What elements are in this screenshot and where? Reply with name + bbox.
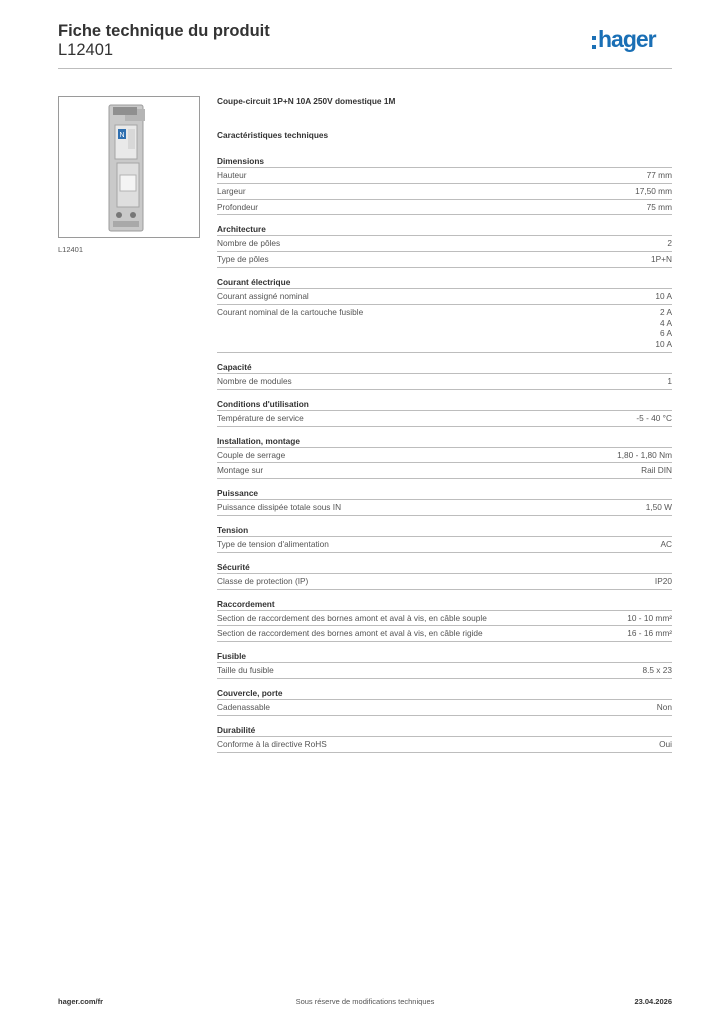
spec-value [617,450,672,461]
spec-label: Conforme à la directive RoHS [217,738,327,749]
spec-value-line: Oui [659,738,672,749]
spec-value-line: 10 A [655,339,672,350]
spec-groups [217,155,672,761]
spec-group [217,524,672,553]
spec-value [636,413,672,424]
footer-note: Sous réserve de modifications techniques [295,997,435,1006]
spec-value-line: Non [656,701,672,712]
spec-value [667,238,672,249]
spec-label: Nombre de pôles [217,238,281,249]
spec-label: Nombre de modules [217,375,292,386]
spec-group [217,724,672,753]
spec-value [641,465,672,476]
logo-dots-icon [592,36,596,50]
page-title: Fiche technique du produit [58,22,270,40]
spec-row [217,700,672,716]
spec-row [217,236,672,252]
spec-row [217,184,672,200]
spec-value-line: 2 [667,238,672,249]
spec-label: Courant assigné nominal [217,290,309,301]
spec-value-line: 10 - 10 mm² [627,612,672,623]
spec-group-title: Couvercle, porte [217,687,672,700]
spec-label: Largeur [217,185,246,196]
spec-label: Profondeur [217,201,259,212]
spec-group [217,398,672,427]
spec-row [217,737,672,753]
spec-value [655,576,672,587]
spec-value-line: 75 mm [646,201,672,212]
spec-row [217,448,672,464]
spec-label: Hauteur [217,170,247,180]
spec-value [627,628,672,639]
spec-value [660,539,672,550]
spec-row [217,411,672,427]
spec-value-line: 4 A [660,317,672,328]
spec-value [627,613,672,624]
spec-value [667,376,672,387]
spec-value-line: -5 - 40 °C [636,412,672,423]
spec-group-title: Durabilité [217,724,672,737]
product-image [58,96,200,238]
spec-label: Type de pôles [217,254,269,265]
spec-label: Puissance dissipée totale sous IN [217,502,342,513]
spec-row [217,200,672,216]
spec-value-line: 1,80 - 1,80 Nm [617,449,672,460]
spec-label: Type de tension d'alimentation [217,538,329,549]
spec-group-title: Raccordement [217,598,672,611]
spec-value [646,502,672,513]
spec-label: Cadenassable [217,701,271,712]
spec-row [217,305,672,353]
spec-group [217,435,672,480]
spec-group-title: Capacité [217,361,672,374]
spec-value [635,186,672,197]
spec-row [217,289,672,305]
footer-date: 23.04.2026 [634,997,672,1006]
footer-site-link[interactable]: hager.com/fr [58,997,104,1006]
spec-group-title: Courant électrique [217,276,672,289]
spec-group [217,561,672,590]
spec-row [217,463,672,479]
spec-row [217,252,672,268]
spec-value-line: IP20 [654,575,672,586]
spec-row [217,626,672,642]
spec-value [647,202,672,213]
spec-value-line: 2 A [660,306,672,317]
spec-value-line: 77 mm [646,170,672,180]
spec-label: Couple de serrage [217,449,286,460]
spec-group-title: Architecture [217,223,672,236]
svg-text:N: N [119,132,125,139]
spec-value-line: 1,50 W [645,502,672,513]
spec-value-line: 8.5 x 23 [642,665,672,676]
product-description: Coupe-circuit 1P+N 10A 250V domestique 1M [217,96,396,106]
spec-value [651,254,672,265]
spec-label: Section de raccordement des bornes amont et aval à vis, en câble souple [217,612,487,623]
spec-group [217,687,672,716]
spec-value-line: 16 - 16 mm² [627,628,672,639]
spec-row [217,168,672,184]
spec-group-title: Dimensions [217,155,672,168]
spec-label: Classe de protection (IP) [217,575,309,586]
spec-label: Montage sur [217,465,264,476]
spec-row [217,374,672,390]
spec-value-line: AC [660,538,672,549]
spec-group [217,598,672,643]
spec-value [657,702,672,713]
spec-label: Courant nominal de la cartouche fusible [217,306,364,317]
spec-value [642,665,672,676]
spec-group [217,155,672,215]
spec-row [217,537,672,553]
spec-value-line: Rail DIN [641,465,672,476]
spec-label: Section de raccordement des bornes amont et aval à vis, en câble rigide [217,628,483,639]
spec-row [217,500,672,516]
spec-value [647,170,672,181]
spec-group [217,223,672,268]
spec-value [655,307,672,350]
hager-logo [592,26,672,55]
product-reference: L12401 [58,41,114,59]
spec-value-line: 17,50 mm [635,185,672,196]
spec-group-title: Installation, montage [217,435,672,448]
fuse-holder-image [59,97,199,237]
spec-group-title: Tension [217,524,672,537]
spec-group-title: Sécurité [217,561,672,574]
spec-value-line: 6 A [660,328,672,339]
spec-group-title: Puissance [217,487,672,500]
spec-group [217,487,672,516]
page-header [58,20,672,69]
spec-group [217,361,672,390]
spec-row [217,611,672,627]
spec-group [217,276,672,353]
spec-group [217,650,672,679]
spec-value-line: 10 A [655,290,672,301]
spec-row [217,574,672,590]
spec-group-title: Conditions d'utilisation [217,398,672,411]
spec-value-line: 1 [667,375,672,386]
spec-group-title: Fusible [217,650,672,663]
specs-heading: Caractéristiques techniques [217,130,329,140]
spec-row [217,663,672,679]
logo-text: hager [598,26,656,52]
spec-label: Taille du fusible [217,665,274,676]
spec-label: Température de service [217,412,304,423]
image-caption: L12401 [58,245,84,254]
spec-value-line: 1P+N [651,254,672,265]
spec-value [659,739,672,750]
spec-value [655,291,672,302]
